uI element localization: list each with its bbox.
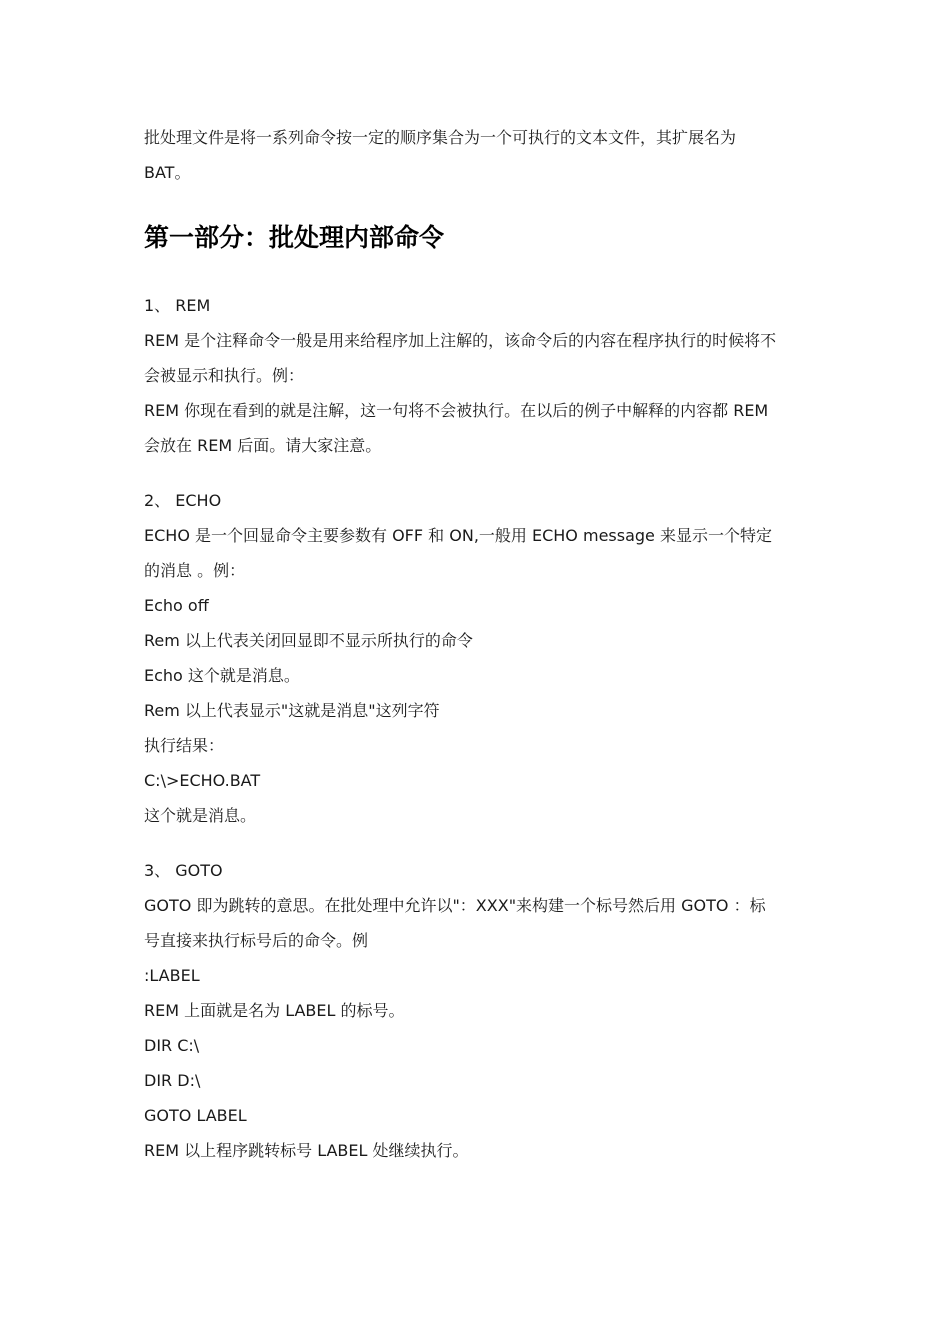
- section-line: GOTO LABEL: [144, 1106, 247, 1125]
- spacer: [144, 463, 814, 483]
- section-goto: [144, 853, 814, 1168]
- intro-line-1: 批处理文件是将一系列命令按一定的顺序集合为一个可执行的文本文件，其扩展名为: [144, 128, 737, 147]
- section-rem: [144, 288, 814, 463]
- section-line: Rem 以上代表显示"这就是消息"这列字符: [144, 701, 440, 720]
- section-title: 2、 ECHO: [144, 491, 222, 510]
- section-line: 执行结果：: [144, 736, 225, 755]
- section-line: :LABEL: [144, 966, 200, 985]
- section-line: 的消息 。例：: [144, 561, 246, 580]
- section-title: 3、 GOTO: [144, 861, 223, 880]
- section-line: DIR C:\: [144, 1036, 200, 1055]
- document-body: [144, 120, 814, 1168]
- section-line: 会被显示和执行。例：: [144, 366, 305, 385]
- section-line: GOTO 即为跳转的意思。在批处理中允许以"：XXX"来构建一个标号然后用 GOTO ：标: [144, 896, 766, 915]
- section-title: 1、 REM: [144, 296, 211, 315]
- section-line: REM 你现在看到的就是注解，这一句将不会被执行。在以后的例子中解释的内容都 REM: [144, 401, 769, 420]
- section-line: 会放在 REM 后面。请大家注意。: [144, 436, 382, 455]
- section-heading: 第一部分：批处理内部命令: [144, 223, 445, 252]
- intro-line-2: BAT。: [144, 163, 191, 182]
- section-line: 这个就是消息。: [144, 806, 257, 825]
- section-line: Echo off: [144, 596, 209, 615]
- section-line: Rem 以上代表关闭回显即不显示所执行的命令: [144, 631, 473, 650]
- section-line: REM 以上程序跳转标号 LABEL 处继续执行。: [144, 1141, 469, 1160]
- section-echo: [144, 483, 814, 833]
- spacer: [144, 833, 814, 853]
- section-line: REM 上面就是名为 LABEL 的标号。: [144, 1001, 405, 1020]
- section-line: ECHO 是一个回显命令主要参数有 OFF 和 ON,一般用 ECHO message 来显示一个特定: [144, 526, 772, 545]
- section-line: REM 是个注释命令一般是用来给程序加上注解的，该命令后的内容在程序执行的时候将不: [144, 331, 777, 350]
- section-line: 号直接来执行标号后的命令。例: [144, 931, 369, 950]
- section-line: DIR D:\: [144, 1071, 201, 1090]
- section-line: Echo 这个就是消息。: [144, 666, 300, 685]
- section-line: C:\>ECHO.BAT: [144, 771, 261, 790]
